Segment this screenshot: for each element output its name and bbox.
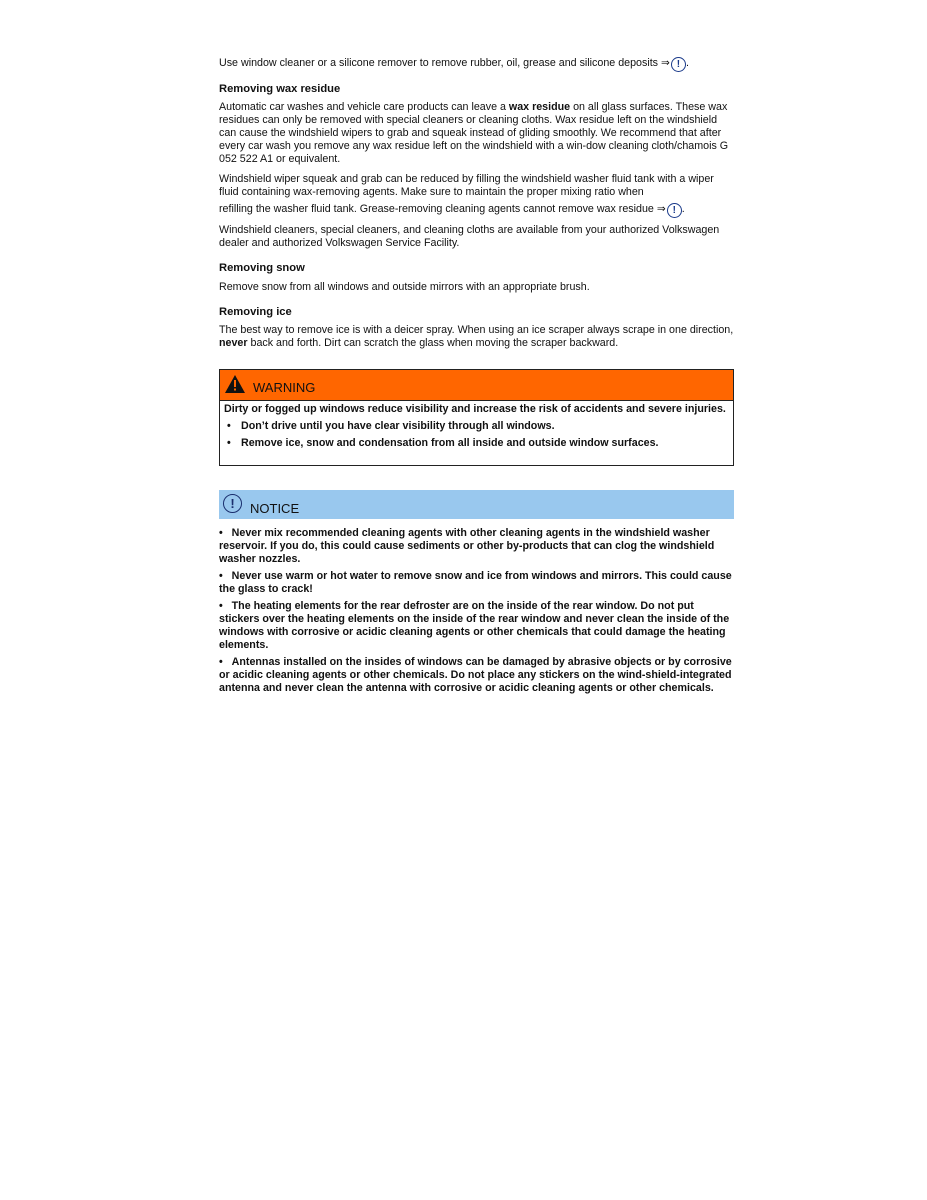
wax-p2-end: . [681, 203, 685, 215]
warning-item [224, 420, 729, 433]
notice-body [219, 527, 734, 699]
bullet-icon: • [227, 420, 231, 432]
wax-p1-text-a: Automatic car washes and vehicle care products can leave a [219, 101, 509, 113]
notice-circle-icon: ! [223, 494, 242, 513]
snow-paragraph: Remove snow from all windows and outside mirrors with an appropriate brush. [219, 281, 590, 293]
warning-body [220, 401, 733, 452]
snow-heading: Removing snow [219, 262, 305, 274]
ice-text-b: back and forth. Dirt can scratch the glass when moving the scraper backward. [247, 337, 619, 349]
notice-item [219, 527, 734, 566]
intro-end: . [685, 57, 689, 69]
wax-paragraph-2b [219, 203, 734, 218]
warning-item [224, 437, 729, 450]
wax-paragraph-2a: Windshield wiper squeak and grab can be reduced by filling the windshield washer fluid tank with a wiper fluid containing wax-removing agents. Make sure to maintain the proper mixing ratio when [219, 173, 714, 198]
wax-heading: Removing wax residue [219, 83, 341, 95]
bullet-icon: • [219, 656, 232, 668]
bullet-icon: • [219, 570, 232, 582]
wax-p1-text-b: on all glass surfaces. These wax residues can only be removed with special cleaners or cleaning cloths. Wax residue left on the windshield can cause the windshield wipers to grab and squeak instead of gliding smoothly. We recommend that after every car wash you remove any wax residue left on the windshield with a win-dow cleaning cloth/chamois G 052 522 A1 or equivalent. [219, 101, 729, 165]
intro-text: Use window cleaner or a silicone remover to remove rubber, oil, grease and silicone deposits ⇒ [219, 57, 670, 69]
ice-text-a: The best way to remove ice is with a deicer spray. When using an ice scraper always scrape in one direction, [219, 324, 734, 336]
wax-p2-text: refilling the washer fluid tank. Grease-removing cleaning agents cannot remove wax residue ⇒ [219, 203, 666, 215]
notice-reference-icon[interactable]: ! [671, 57, 686, 72]
ice-heading: Removing ice [219, 306, 292, 318]
notice-item [219, 570, 734, 596]
wax-residue-bold: wax residue [508, 101, 571, 113]
notice-item [219, 656, 734, 695]
intro-paragraph [219, 57, 734, 72]
notice-item-text: Never use warm or hot water to remove snow and ice from windows and mirrors. This could cause the glass to crack! [219, 570, 732, 595]
notice-item-text: Antennas installed on the insides of windows can be damaged by abrasive objects or by corrosive or acidic cleaning agents or other chemicals. Do not place any stickers on the wind-shield-integrated antenna and never clean the antenna with corrosive or acidic cleaning agents or other chemicals. [219, 656, 732, 694]
never-bold: never [219, 337, 248, 349]
ice-paragraph [219, 324, 734, 350]
warning-lead: Dirty or fogged up windows reduce visibility and increase the risk of accidents and severe injuries. [224, 403, 726, 415]
warning-item-text: Don’t drive until you have clear visibility through all windows. [241, 420, 555, 432]
warning-item-text: Remove ice, snow and condensation from all inside and outside window surfaces. [241, 437, 659, 449]
notice-item-text: Never mix recommended cleaning agents with other cleaning agents in the windshield washer reservoir. If you do, this could cause sediments or other by-products that can clog the windshield washer nozzles. [219, 527, 715, 565]
warning-title: WARNING [253, 380, 316, 395]
wax-paragraph-3: Windshield cleaners, special cleaners, and cleaning cloths are available from your authorized Volkswagen dealer and authorized Volkswagen Service Facility. [219, 224, 720, 249]
warning-box [219, 369, 734, 466]
bullet-icon: • [227, 437, 231, 449]
notice-title: NOTICE [250, 501, 300, 516]
warning-triangle-icon [225, 375, 245, 393]
notice-item [219, 600, 734, 652]
notice-reference-icon[interactable]: ! [667, 203, 682, 218]
wax-paragraph-1 [219, 101, 734, 166]
warning-header [220, 370, 733, 401]
notice-header [219, 490, 734, 519]
bullet-icon: • [219, 600, 232, 612]
bullet-icon: • [219, 527, 232, 539]
notice-item-text: The heating elements for the rear defroster are on the inside of the rear window. Do not put stickers over the heating elements on the inside of the rear window and never clean the inside of the windows with corrosive or acidic cleaning agents or other chemicals that could damage the heating elements. [219, 600, 730, 651]
